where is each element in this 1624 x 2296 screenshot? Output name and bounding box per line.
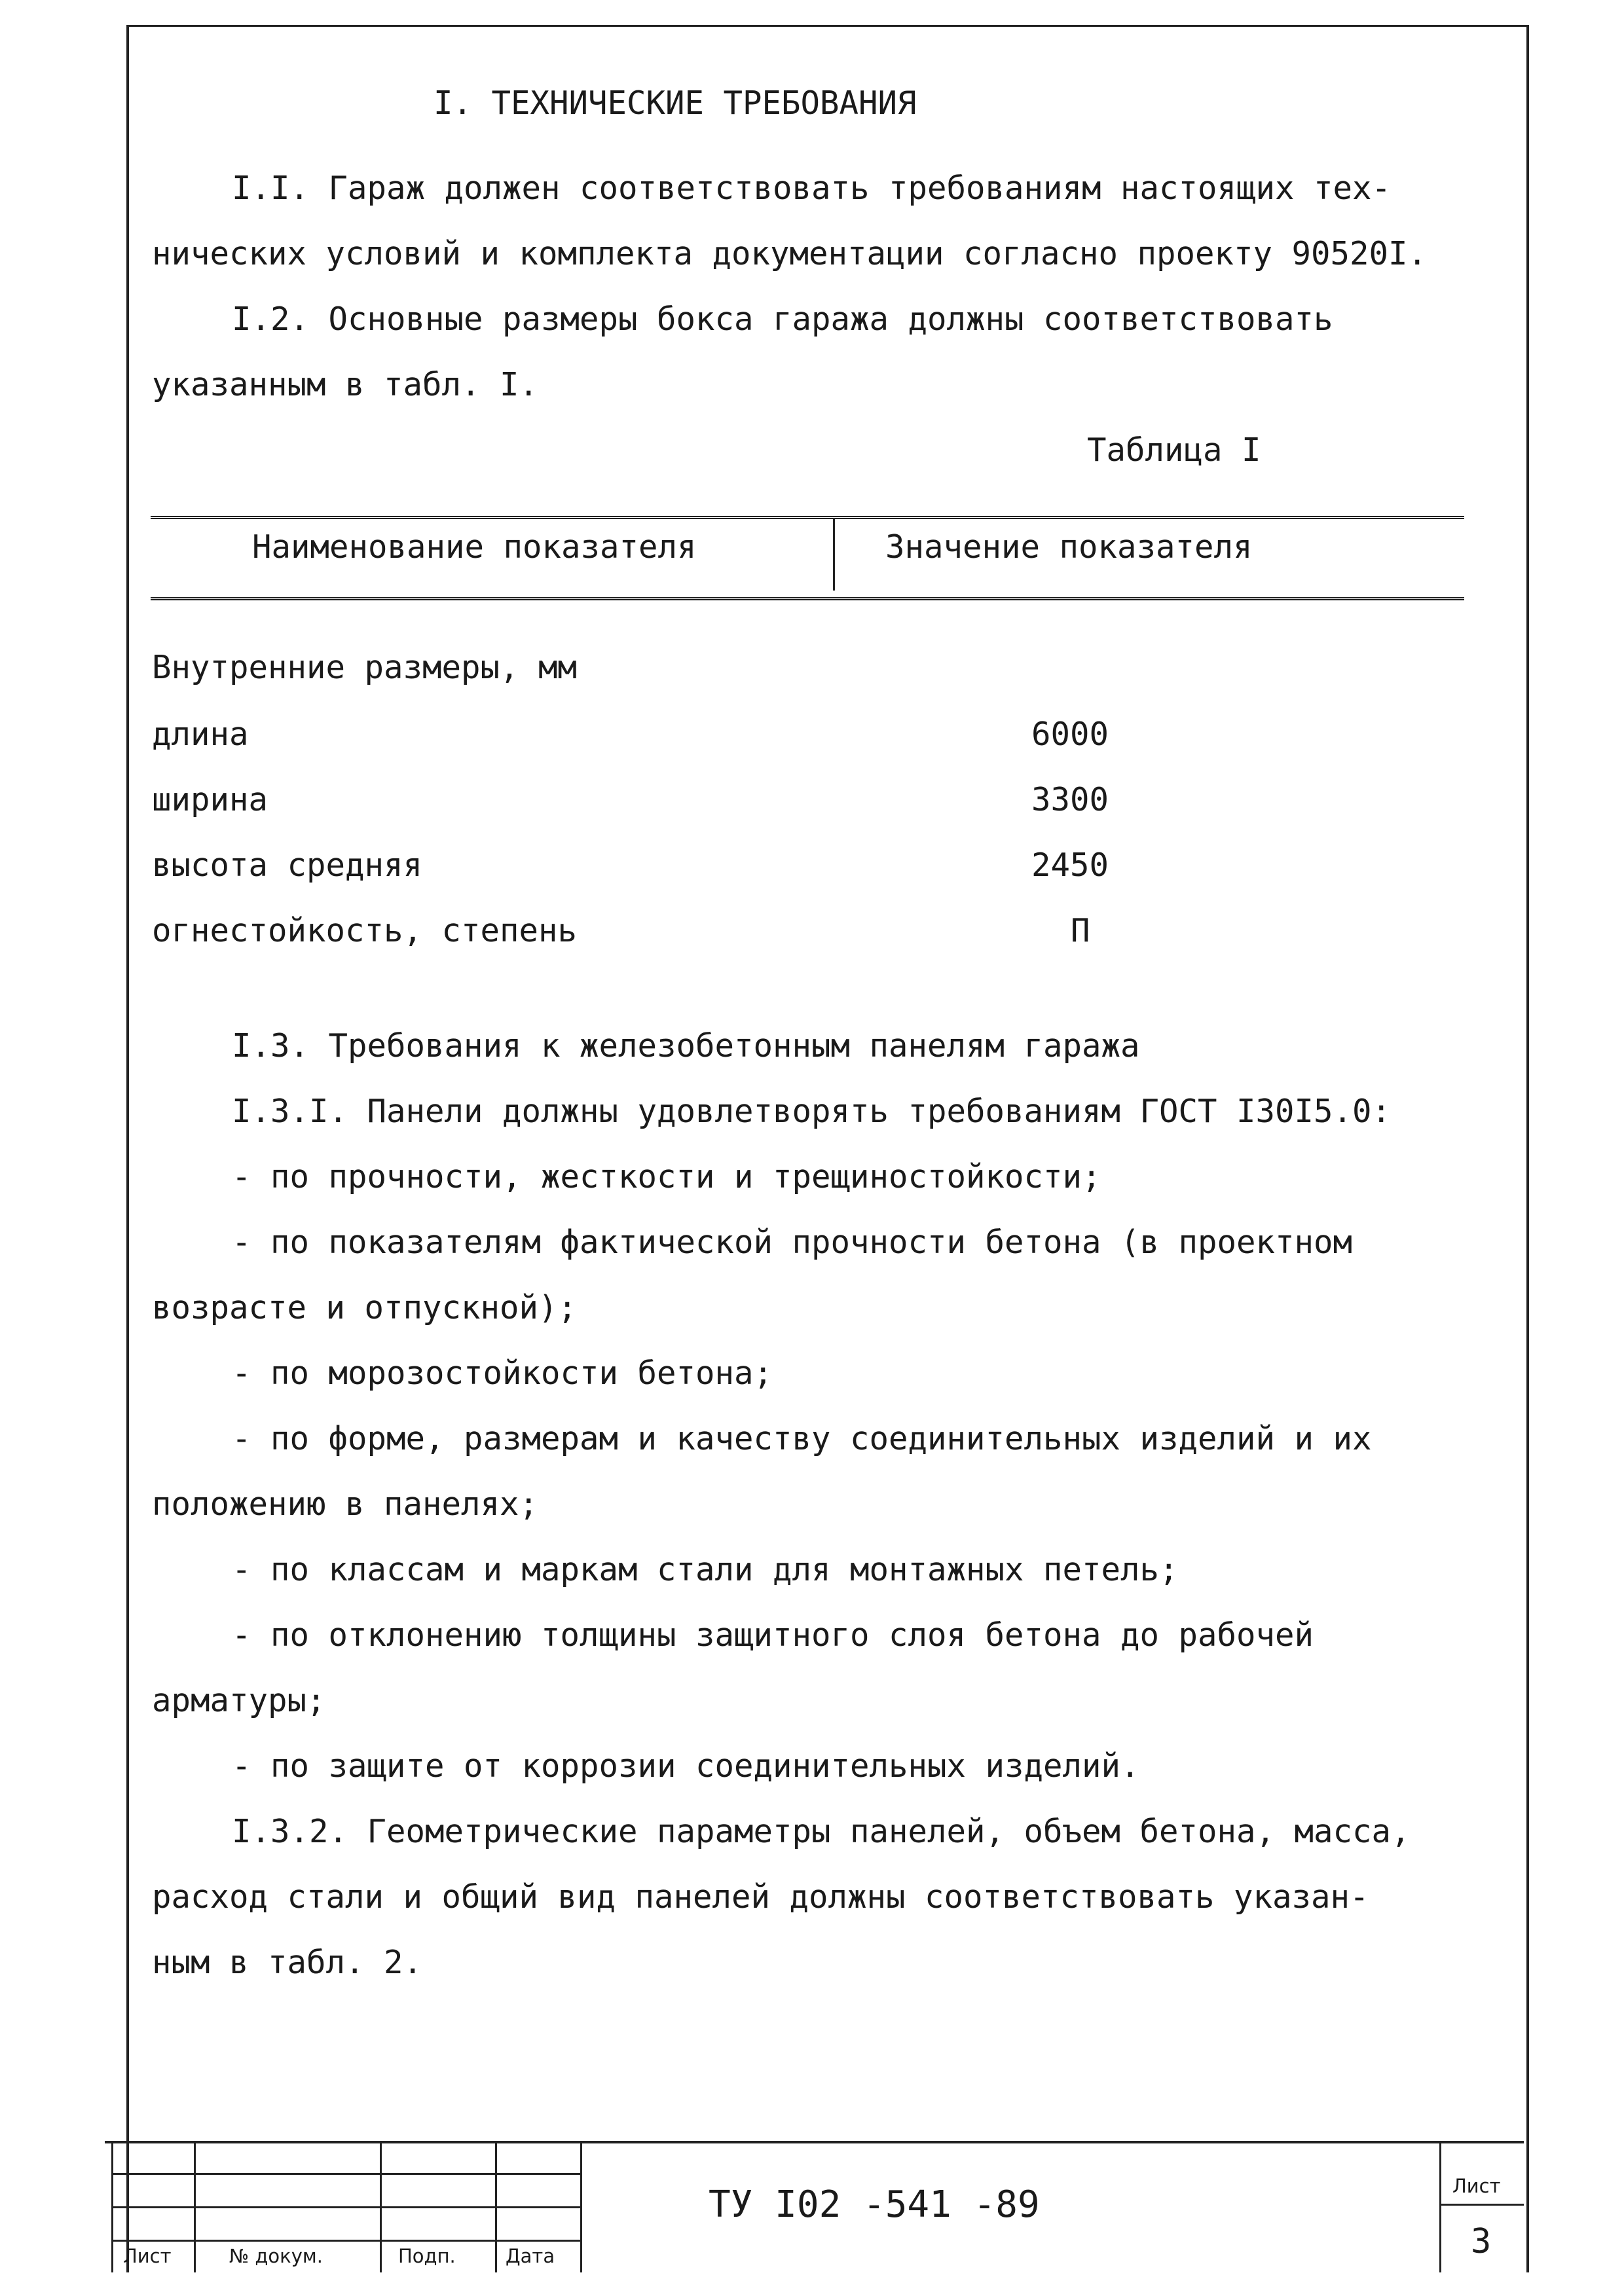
section-1-3-heading: I.3. Требования к железобетонным панелям гаража: [232, 1027, 1140, 1065]
title-block-line: [111, 2173, 580, 2175]
table-row-value: 3300: [1031, 781, 1109, 818]
paragraph-1-3-2-line-1: I.3.2. Геометрические параметры панелей, объем бетона, масса,: [232, 1813, 1411, 1850]
table-row-value: 2450: [1031, 847, 1109, 884]
document-code: ТУ I02 -541 -89: [709, 2183, 1040, 2226]
section-title: I. ТЕХНИЧЕСКИЕ ТРЕБОВАНИЯ: [434, 84, 917, 122]
sheet-number: 3: [1471, 2222, 1492, 2261]
table-header-value: Значение показателя: [885, 528, 1253, 566]
table-row-name: огнестойкость, степень: [152, 912, 578, 949]
sheet-label: Лист: [1452, 2175, 1501, 2197]
list-item-continuation: арматуры;: [152, 1682, 326, 1719]
table-column-divider: [833, 519, 835, 591]
list-item: - по защите от коррозии соединительных изделий.: [232, 1747, 1140, 1785]
list-item: - по прочности, жесткости и трещиностойкости;: [232, 1158, 1101, 1195]
list-item: - по форме, размерам и качеству соединительных изделий и их: [232, 1420, 1372, 1457]
list-item: - по классам и маркам стали для монтажных петель;: [232, 1551, 1179, 1588]
stamp-label-date: Дата: [506, 2245, 555, 2267]
page-frame: [126, 25, 1529, 2272]
list-item: - по морозостойкости бетона;: [232, 1355, 773, 1392]
table-row-value: 6000: [1031, 716, 1109, 753]
table-header-rule: [151, 597, 1464, 600]
paragraph-1-1-line-1: I.I. Гараж должен соответствовать требованиям настоящих тех-: [232, 170, 1392, 207]
title-block-line: [1439, 2143, 1441, 2272]
stamp-label-signature: Подп.: [398, 2245, 456, 2267]
paragraph-1-2-line-2: указанным в табл. I.: [152, 366, 539, 403]
list-item-continuation: положению в панелях;: [152, 1485, 539, 1523]
title-block-line: [1439, 2204, 1524, 2206]
stamp-label-doc-number: № докум.: [229, 2245, 323, 2267]
stamp-label-sheet: Лист: [123, 2245, 172, 2267]
paragraph-1-2-line-1: I.2. Основные размеры бокса гаража должны соответствовать: [232, 301, 1333, 338]
table-top-rule: [151, 516, 1464, 519]
list-item: - по отклонению толщины защитного слоя бетона до рабочей: [232, 1616, 1314, 1654]
list-item-continuation: возрасте и отпускной);: [152, 1289, 578, 1326]
title-block-line: [580, 2143, 582, 2272]
title-block: [105, 2141, 1524, 2272]
table-row-value: П: [1071, 912, 1090, 949]
table-row-name: высота средняя: [152, 847, 423, 884]
table-caption: Таблица I: [1087, 431, 1261, 469]
table-row-name: длина: [152, 716, 249, 753]
table-header-name: Наименование показателя: [252, 528, 697, 566]
paragraph-1-3-2-line-2: расход стали и общий вид панелей должны соответствовать указан-: [152, 1878, 1369, 1916]
paragraph-1-3-1: I.3.I. Панели должны удовлетворять требованиям ГОСТ I30I5.0:: [232, 1093, 1392, 1130]
title-block-line: [111, 2206, 580, 2208]
table-row-name: ширина: [152, 781, 268, 818]
list-item: - по показателям фактической прочности бетона (в проектном: [232, 1224, 1353, 1261]
title-block-line: [111, 2240, 580, 2242]
paragraph-1-1-line-2: нических условий и комплекта документации согласно проекту 90520I.: [152, 235, 1428, 272]
paragraph-1-3-2-line-3: ным в табл. 2.: [152, 1944, 423, 1981]
table-group-label: Внутренние размеры, мм: [152, 649, 578, 686]
